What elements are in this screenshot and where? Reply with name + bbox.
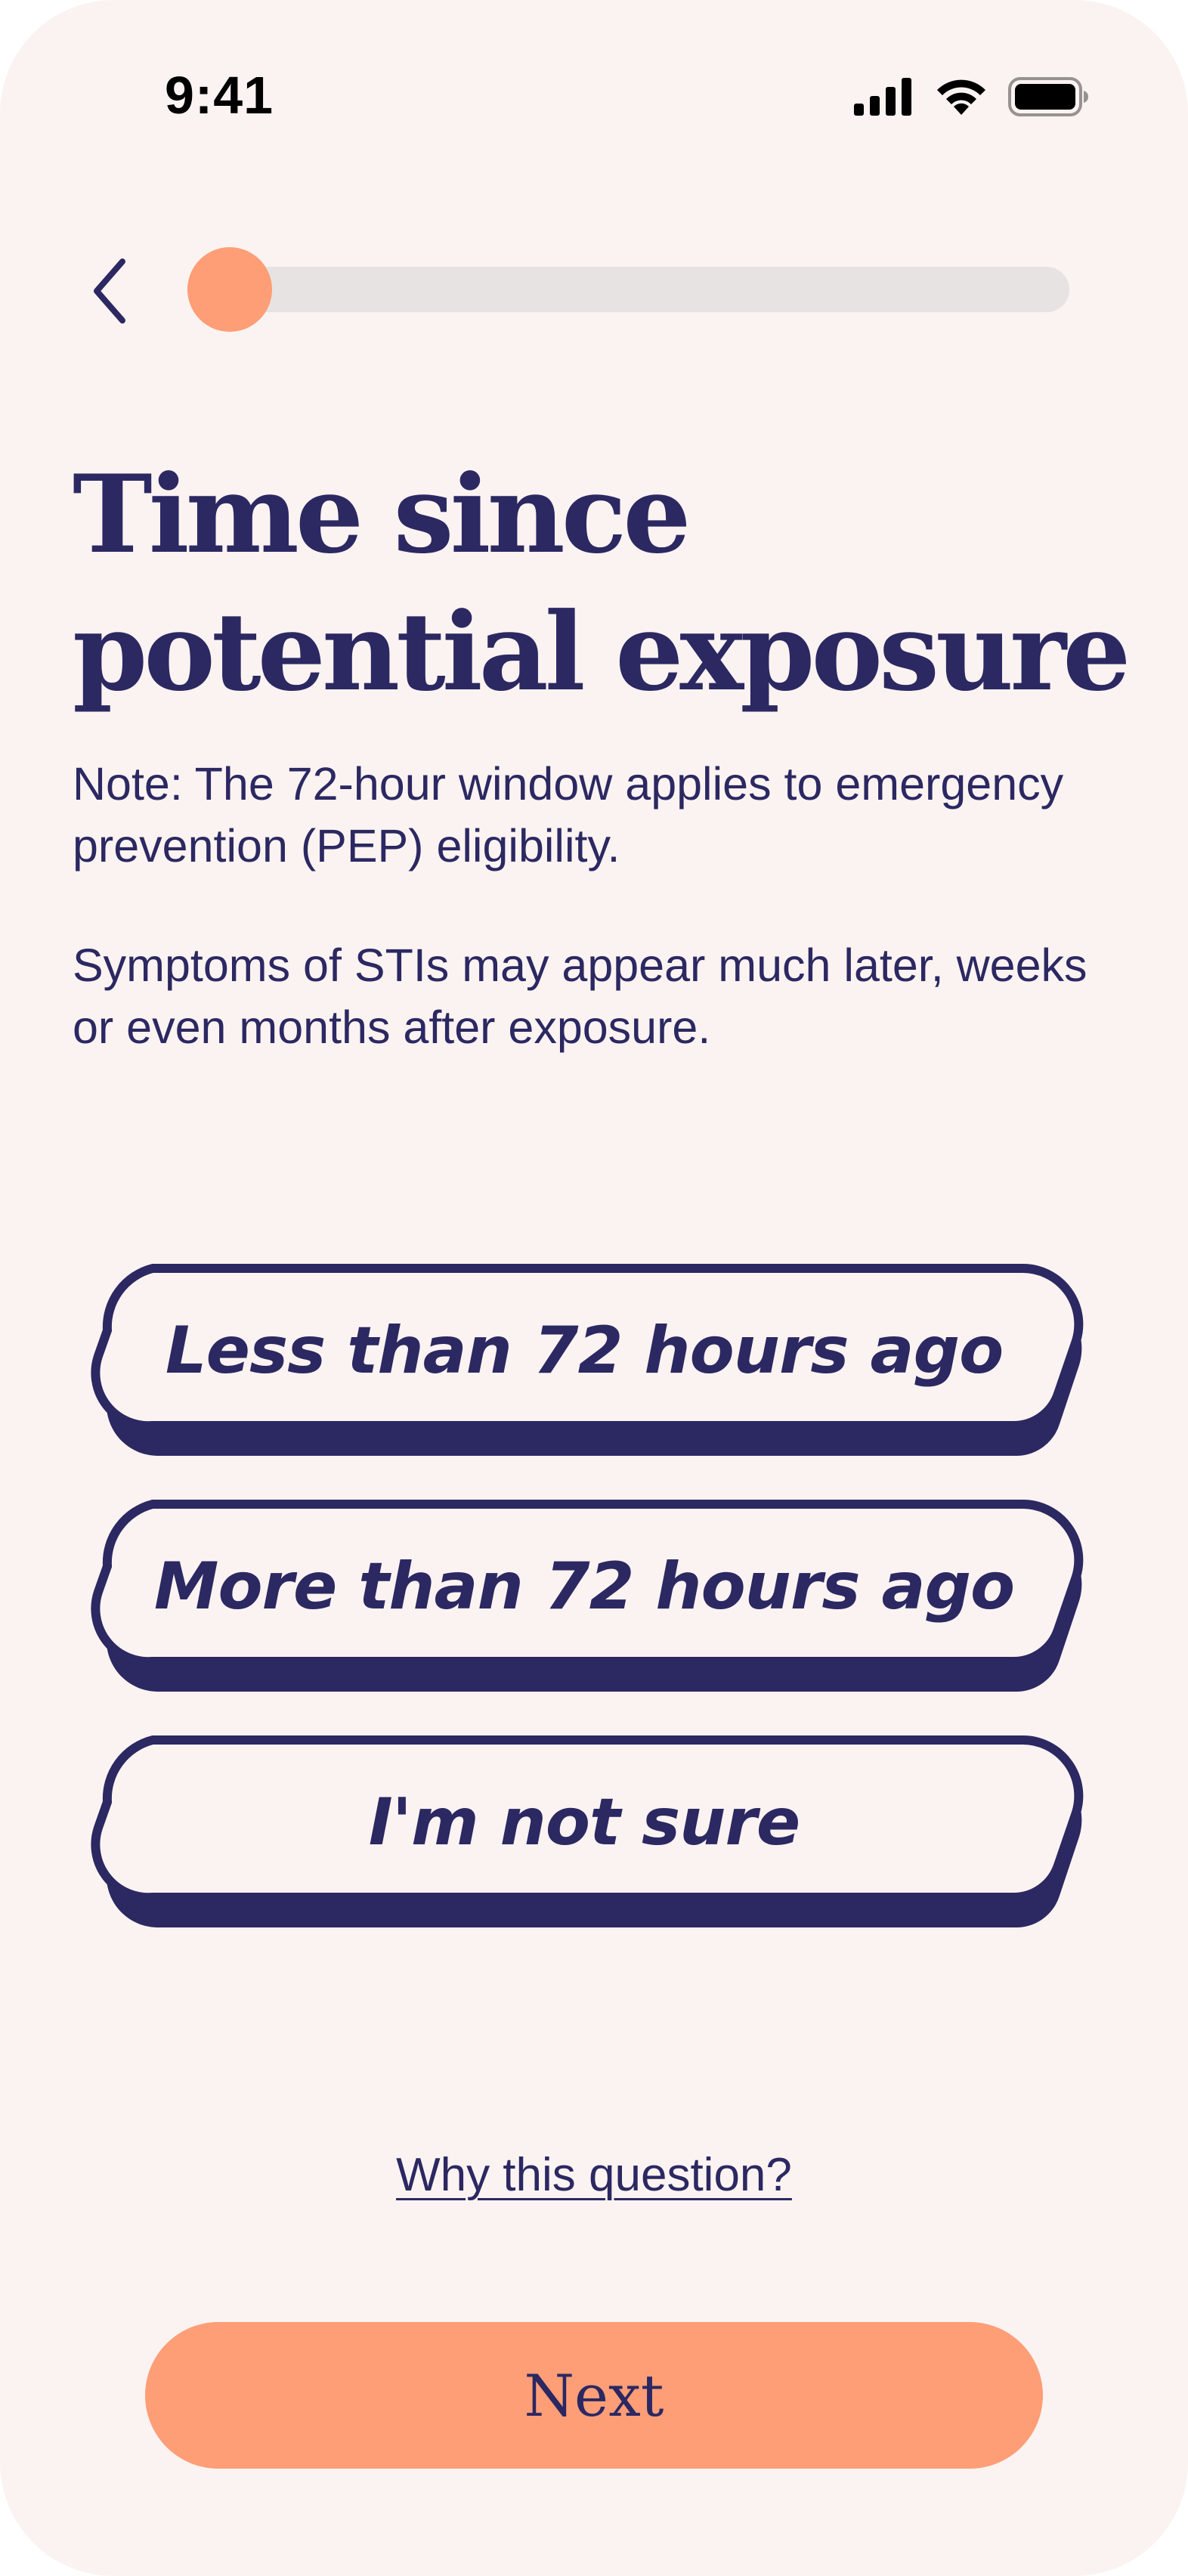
- option-less-than-72-hours[interactable]: [89, 1264, 1097, 1465]
- option-label: I'm not sure: [368, 1785, 800, 1860]
- sti-symptoms-note: Symptoms of STIs may appear much later, weeks or even months after exposure.: [73, 940, 1087, 1053]
- next-button[interactable]: Next: [145, 2322, 1043, 2469]
- pep-window-note: Note: The 72-hour window applies to emergency prevention (PEP) eligibility.: [73, 758, 1064, 872]
- battery-icon: [1008, 77, 1090, 116]
- wifi-icon: [934, 77, 988, 116]
- option-label: Less than 72 hours ago: [165, 1313, 1004, 1389]
- page-title: Time since potential exposure: [73, 452, 1128, 715]
- chevron-left-icon: [89, 257, 130, 325]
- option-more-than-72-hours[interactable]: [89, 1500, 1097, 1701]
- cellular-signal-icon: [854, 78, 914, 116]
- back-button[interactable]: [76, 249, 144, 333]
- option-not-sure[interactable]: [89, 1735, 1097, 1937]
- status-icons: [854, 74, 1090, 119]
- progress-indicator: [187, 247, 272, 332]
- status-time: 9:41: [165, 66, 274, 125]
- option-label: More than 72 hours ago: [153, 1549, 1015, 1624]
- why-this-question-link[interactable]: Why this question?: [396, 2149, 792, 2201]
- progress-bar: [187, 267, 1069, 312]
